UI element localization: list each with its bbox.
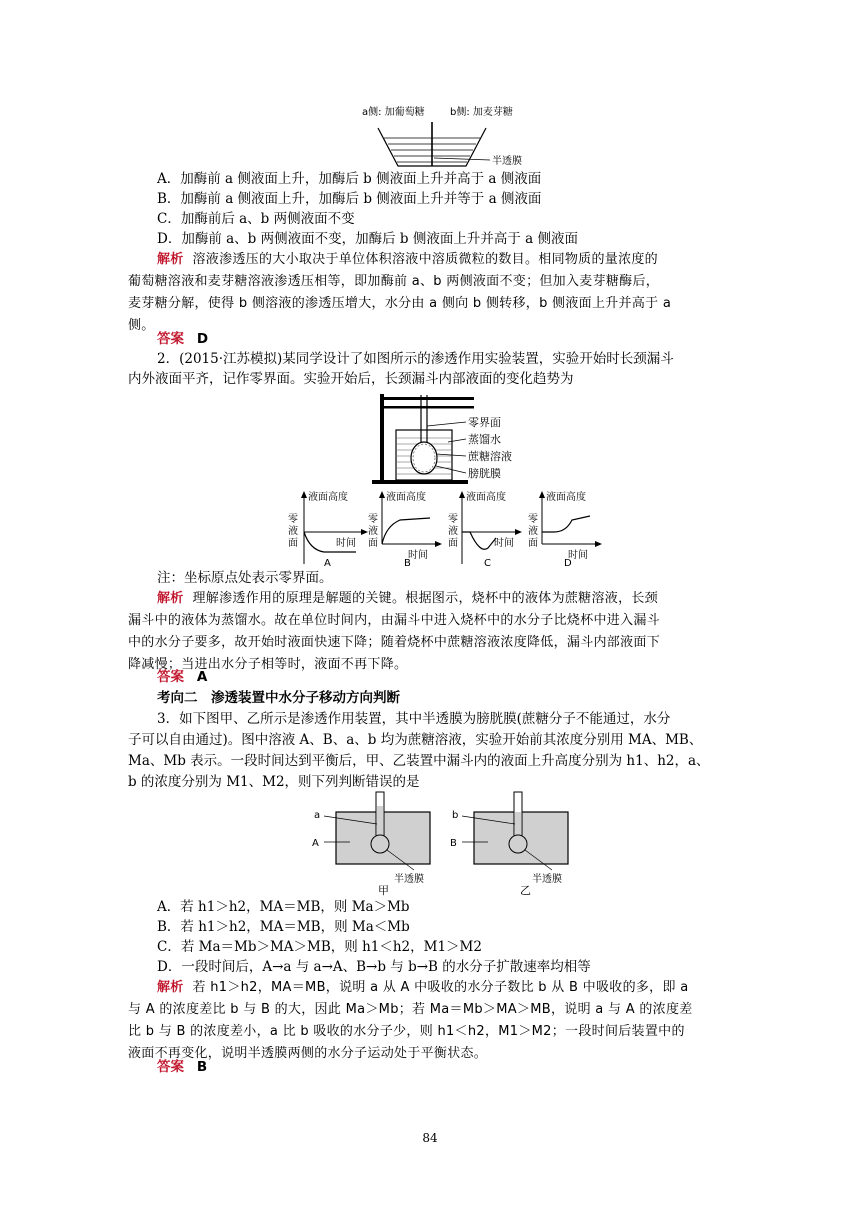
figure-trough: [350, 100, 570, 172]
q1-explain-text-1: 溶液渗透压的大小取决于单位体积溶液中溶质微粒的数目。相同物质的量浓度的: [192, 252, 658, 267]
q1-explain-line-2: 葡萄糖溶液和麦芽糖溶液渗透压相等，即加酶前 a、b 两侧液面不变；但加入麦芽糖酶后，: [128, 274, 660, 289]
label-distilled-water: 蒸馏水: [468, 433, 501, 446]
label-zero-interface: 零界面: [468, 416, 501, 429]
q3-answer-value: B: [196, 1059, 208, 1075]
figure-jia: [310, 790, 450, 898]
graph-b-zero-1: 零: [368, 514, 378, 525]
graph-a-zero-1: 零: [288, 514, 298, 525]
graph-d-xlabel: 时间: [568, 550, 588, 561]
q3-option-b: B．若 h1＞h2，MA＝MB，则 Ma＜Mb: [157, 919, 410, 935]
graph-b: [368, 490, 442, 569]
q1-explain-line-1: [157, 249, 769, 270]
graph-c-letter: C: [484, 558, 491, 569]
fig-yi-membrane: 半透膜: [532, 874, 562, 885]
figure-yi: [448, 790, 588, 898]
graph-a: [288, 490, 368, 569]
graph-c-zero-2: 液: [448, 526, 458, 537]
graph-c-zero-1: 零: [448, 514, 458, 525]
q3-explain-line-1: [157, 977, 769, 998]
q2-explain-line-2: 漏斗中的液体为蒸馏水。故在单位时间内，由漏斗中进入烧杯中的水分子比烧杯中进入漏斗: [128, 613, 661, 628]
q1-answer-label: 答案: [157, 331, 184, 347]
q3-option-a: A．若 h1＞h2，MA＝MB，则 Ma＞Mb: [157, 899, 410, 915]
q3-explain-line-4: 液面不再变化，说明半透膜两侧的水分子运动处于平衡状态。: [128, 1046, 488, 1061]
q3-explain-text-1: 若 h1＞h2，MA＝MB，说明 a 从 A 中吸收的水分子数比 b 从 B 中吸收的多，即 a: [192, 980, 689, 995]
graph-a-zero-3: 面: [288, 538, 298, 549]
q3-option-d: D．一段时间后，A→a 与 a→A、B→b 与 b→B 的水分子扩散速率均相等: [157, 959, 591, 975]
graph-c-xlabel: 时间: [494, 538, 514, 549]
section-title: 考向二 渗透装置中水分子移动方向判断: [157, 690, 400, 706]
fig-jia-caption: 甲: [378, 884, 389, 897]
q2-stem-line-2: 内外液面平齐，记作零界面。实验开始后，长颈漏斗内部液面的变化趋势为: [128, 371, 574, 387]
q1-option-d: D．加酶前 a、b 两侧液面不变，加酶后 b 侧液面上升并高于 a 侧液面: [157, 231, 578, 247]
fig-yi-label-b: b: [452, 810, 459, 821]
q3-stem-line-4: b 的浓度分别为 M1、M2，则下列判断错误的是: [128, 774, 420, 790]
q3-answer-label: 答案: [157, 1059, 184, 1075]
fig1-label-a: a侧: 加葡萄糖: [362, 107, 425, 118]
graph-d-zero-2: 液: [528, 526, 538, 537]
fig-jia-membrane: 半透膜: [394, 874, 424, 885]
fig-jia-label-a: a: [314, 810, 321, 821]
q1-option-b: B．加酶前 a 侧液面上升，加酶后 b 侧液面上升并等于 a 侧液面: [157, 191, 542, 207]
graph-b-xlabel: 时间: [408, 550, 428, 561]
fig1-membrane-label: 半透膜: [492, 156, 522, 167]
q3-option-c: C．若 Ma＝Mb＞MA＞MB，则 h1＜h2，M1＞M2: [157, 939, 482, 955]
graph-b-zero-3: 面: [368, 538, 378, 549]
q2-note: 注：坐标原点处表示零界面。: [157, 570, 333, 586]
graph-d-zero-1: 零: [528, 514, 538, 525]
q3-explain-label: 解析: [157, 980, 184, 995]
q2-explain-line-3: 中的水分子要多，故开始时液面快速下降；随着烧杯中蔗糖溶液浓度降低，漏斗内部液面下: [128, 635, 661, 650]
label-sucrose-solution: 蔗糖溶液: [468, 450, 512, 463]
q3-stem-line-2: 子可以自由通过)。图中溶液 A、B、a、b 均为蔗糖溶液，实验开始前其浓度分别用 MA、MB、: [128, 732, 703, 748]
q1-answer: [157, 329, 769, 350]
q2-explain-text-1: 理解渗透作用的原理是解题的关键。根据图示，烧杯中的液体为蔗糖溶液，长颈: [192, 591, 658, 606]
graph-d-ylabel: 液面高度: [546, 492, 586, 503]
q1-option-a: A．加酶前 a 侧液面上升，加酶后 b 侧液面上升并高于 a 侧液面: [157, 171, 542, 187]
page-number: 84: [422, 1131, 438, 1145]
q2-explain-line-4: 降减慢；当进出水分子相等时，液面不再下降。: [128, 657, 408, 672]
graph-a-letter: A: [324, 558, 331, 569]
q1-explain-line-4: 侧。: [128, 318, 155, 333]
graph-b-ylabel: 液面高度: [386, 492, 426, 503]
q3-stem-line-1: 3．如下图甲、乙所示是渗透作用装置，其中半透膜为膀胱膜(蔗糖分子不能通过，水分: [157, 711, 671, 727]
q2-answer-label: 答案: [157, 669, 184, 685]
graph-c-zero-3: 面: [448, 538, 458, 549]
q2-answer: [157, 667, 769, 688]
graph-b-zero-2: 液: [368, 526, 378, 537]
graph-a-ylabel: 液面高度: [308, 492, 348, 503]
q2-answer-value: A: [196, 669, 208, 685]
q1-explain-line-3: 麦芽糖分解，使得 b 侧溶液的渗透压增大，水分由 a 侧向 b 侧转移，b 侧液面上升并高于 a: [128, 296, 672, 311]
graph-d-letter: D: [564, 558, 572, 569]
fig-yi-caption: 乙: [520, 884, 531, 897]
q2-explain-line-1: [157, 588, 769, 609]
q3-answer: [157, 1057, 769, 1078]
graph-a-zero-2: 液: [288, 526, 298, 537]
graph-c-ylabel: 液面高度: [466, 492, 506, 503]
graph-a-xlabel: 时间: [336, 538, 356, 549]
q1-answer-value: D: [196, 331, 209, 347]
label-bladder-membrane: 膀胱膜: [468, 467, 501, 480]
q2-stem-line-1: 2．(2015·江苏模拟)某同学设计了如图所示的渗透作用实验装置，实验开始时长颈漏斗: [157, 351, 674, 367]
figure-apparatus: [370, 392, 540, 492]
q1-explain-label: 解析: [157, 252, 184, 267]
graph-d-zero-3: 面: [528, 538, 538, 549]
q3-explain-line-2: 与 A 的浓度差比 b 与 B 的大，因此 Ma＞Mb；若 Ma＝Mb＞MA＞MB，说明 a 与 A 的浓度差: [128, 1002, 693, 1017]
graph-b-letter: B: [404, 558, 411, 569]
fig1-label-b: b侧: 加麦芽糖: [450, 107, 513, 118]
figure-graphs: [280, 488, 610, 570]
fig-jia-label-A: A: [312, 838, 319, 849]
q3-stem-line-3: Ma、Mb 表示。一段时间达到平衡后，甲、乙装置中漏斗内的液面上升高度分别为 h1、h2，a、: [128, 753, 710, 769]
graph-d: [528, 490, 602, 569]
fig-yi-label-B: B: [450, 838, 457, 849]
q3-explain-line-3: 比 b 与 B 的浓度差小，a 比 b 吸收的水分子少，则 h1＜h2，M1＞M2；一段时间后装置中的: [128, 1024, 685, 1039]
q2-explain-label: 解析: [157, 591, 184, 606]
q1-option-c: C．加酶前后 a、b 两侧液面不变: [157, 211, 355, 227]
graph-c: [448, 490, 522, 569]
